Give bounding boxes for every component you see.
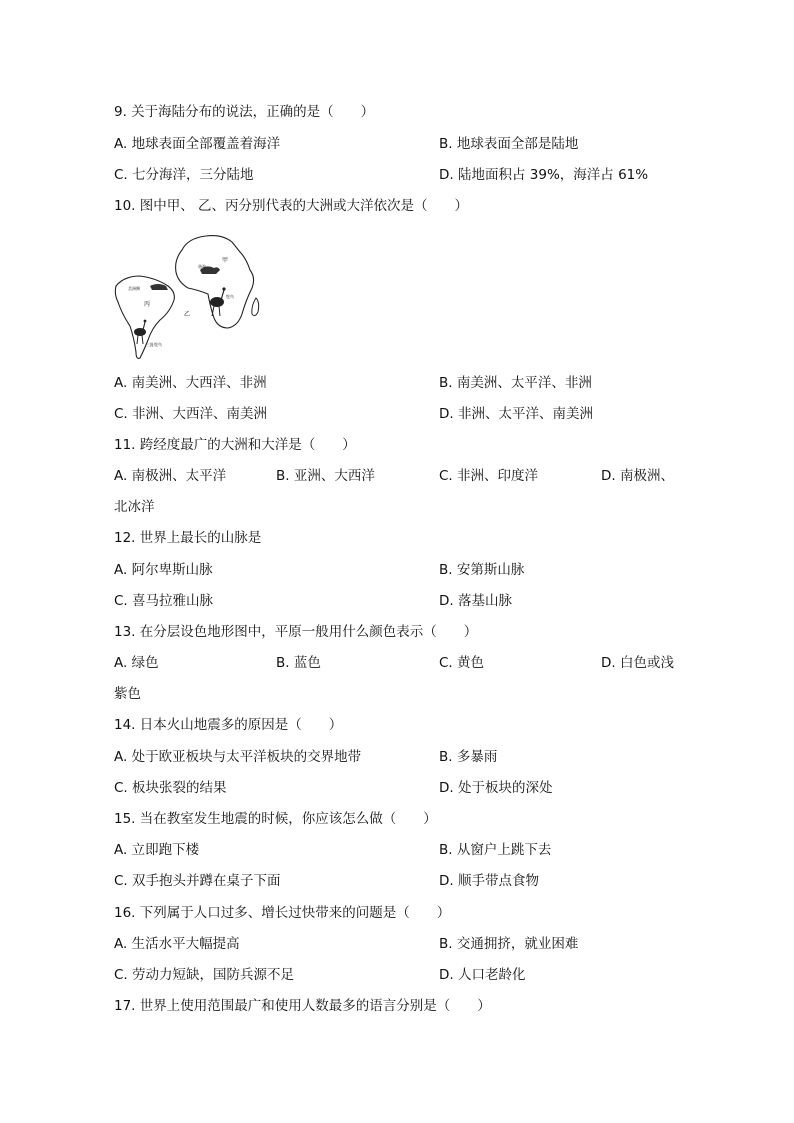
- option-text: 南美洲、太平洋、非洲: [456, 375, 592, 391]
- option-text: 非洲、大西洋、南美洲: [132, 406, 268, 422]
- option-text: 喜马拉雅山脉: [132, 593, 214, 609]
- q13-option-c[interactable]: [439, 654, 484, 672]
- map-label-puma: 美洲狮: [128, 286, 140, 291]
- option-text: 安第斯山脉: [456, 562, 525, 578]
- option-text: 绿色: [131, 655, 159, 671]
- option-label: B.: [439, 936, 453, 952]
- option-label: B.: [439, 562, 453, 578]
- option-label: B.: [439, 136, 453, 152]
- option-text: 板块张裂的结果: [132, 780, 227, 796]
- q15-option-b[interactable]: [439, 841, 551, 859]
- option-text: 交通拥挤，就业困难: [456, 936, 579, 952]
- option-text: 生活水平大幅提高: [131, 936, 240, 952]
- q11-option-d[interactable]: [601, 467, 674, 485]
- question-16: 16. 下列属于人口过多、增长过快带来的问题是（ ）: [114, 905, 451, 921]
- option-text: 处于欧亚板块与太平洋板块的交界地带: [131, 749, 362, 765]
- option-label: A.: [114, 468, 128, 484]
- continent-map-figure: [110, 228, 270, 363]
- option-label: B.: [276, 655, 290, 671]
- option-label: D.: [439, 873, 454, 889]
- q12-option-c[interactable]: [114, 592, 213, 610]
- madagascar-shape: [252, 298, 259, 316]
- question-13: 13. 在分层设色地形图中，平原一般用什么颜色表示（ ）: [114, 624, 478, 640]
- option-label: C.: [114, 873, 128, 889]
- q16-option-c[interactable]: [114, 966, 294, 984]
- option-label: C.: [439, 468, 453, 484]
- q11-option-b[interactable]: [276, 467, 375, 485]
- option-label: D.: [601, 468, 616, 484]
- option-text: 地球表面全部覆盖着海洋: [131, 136, 281, 152]
- option-label: B.: [439, 842, 453, 858]
- option-text: 非洲、印度洋: [457, 468, 539, 484]
- q9-option-c[interactable]: [114, 166, 254, 184]
- option-text: 多暴雨: [456, 749, 498, 765]
- option-label: A.: [114, 749, 128, 765]
- q10-option-a[interactable]: [114, 374, 267, 392]
- option-label: D.: [439, 780, 454, 796]
- option-text: 七分海洋，三分陆地: [132, 167, 254, 183]
- q10-option-d[interactable]: [439, 405, 593, 423]
- option-label: A.: [114, 655, 128, 671]
- option-label: A.: [114, 136, 128, 152]
- option-text: 南极洲、太平洋: [131, 468, 227, 484]
- option-text: 亚洲、大西洋: [293, 468, 375, 484]
- option-text: 人口老龄化: [457, 967, 526, 983]
- q15-option-a[interactable]: [114, 841, 199, 859]
- option-label: C.: [114, 780, 128, 796]
- question-9: 9. 关于海陆分布的说法，正确的是（ ）: [114, 104, 375, 120]
- q13-option-a[interactable]: [114, 654, 159, 672]
- q12-option-a[interactable]: [114, 561, 213, 579]
- option-text: 处于板块的深处: [457, 780, 553, 796]
- q14-option-b[interactable]: [439, 748, 497, 766]
- option-text: 南极洲、: [619, 468, 674, 484]
- map-svg: [110, 228, 270, 363]
- option-label: C.: [114, 406, 128, 422]
- option-label: D.: [439, 593, 454, 609]
- q13-option-b[interactable]: [276, 654, 321, 672]
- option-label: A.: [114, 936, 128, 952]
- option-label: D.: [439, 967, 454, 983]
- option-text: 陆地面积占 39%，海洋占 61%: [457, 167, 649, 183]
- question-11: 11. 跨经度最广的大洲和大洋是（ ）: [114, 437, 356, 453]
- map-label-yi: 乙: [184, 311, 191, 318]
- option-text: 白色或浅: [619, 655, 674, 671]
- map-label-jia: 甲: [222, 257, 229, 264]
- option-label: D.: [601, 655, 616, 671]
- option-label: B.: [439, 749, 453, 765]
- map-label-rhea: 三趾鸵鸟: [146, 342, 162, 347]
- option-label: C.: [439, 655, 453, 671]
- question-10: 10. 图中甲、 乙、丙分别代表的大洲或大洋依次是（ ）: [114, 198, 469, 214]
- option-text: 从窗户上跳下去: [456, 842, 552, 858]
- q16-option-b[interactable]: [439, 935, 578, 953]
- option-text: 蓝色: [293, 655, 321, 671]
- q14-option-c[interactable]: [114, 779, 227, 797]
- option-label: D.: [439, 167, 454, 183]
- option-text: 非洲、太平洋、南美洲: [457, 406, 593, 422]
- q12-option-b[interactable]: [439, 561, 524, 579]
- question-14: 14. 日本火山地震多的原因是（ ）: [114, 717, 343, 733]
- q14-option-a[interactable]: [114, 748, 361, 766]
- q9-option-b[interactable]: [439, 135, 578, 153]
- map-label-ostrich: 鸵鸟: [226, 294, 234, 299]
- q14-option-d[interactable]: [439, 779, 552, 797]
- q15-option-d[interactable]: [439, 872, 539, 890]
- option-label: A.: [114, 842, 128, 858]
- option-text: 地球表面全部是陆地: [456, 136, 579, 152]
- q16-option-a[interactable]: [114, 935, 240, 953]
- question-12: 12. 世界上最长的山脉是: [114, 530, 262, 546]
- option-label: C.: [114, 167, 128, 183]
- q15-option-c[interactable]: [114, 872, 281, 890]
- q11-option-a[interactable]: [114, 467, 226, 485]
- option-label: C.: [114, 593, 128, 609]
- q13-option-d-continuation: 紫色: [114, 686, 141, 702]
- q13-option-d[interactable]: [601, 654, 674, 672]
- option-text: 黄色: [457, 655, 485, 671]
- option-label: B.: [439, 375, 453, 391]
- option-text: 顺手带点食物: [457, 873, 539, 889]
- q16-option-d[interactable]: [439, 966, 525, 984]
- q9-option-a[interactable]: [114, 135, 280, 153]
- option-label: B.: [276, 468, 290, 484]
- option-text: 双手抱头并蹲在桌子下面: [132, 873, 281, 889]
- q11-option-c[interactable]: [439, 467, 538, 485]
- q10-option-c[interactable]: [114, 405, 267, 423]
- question-17: 17. 世界上使用范围最广和使用人数最多的语言分别是（ ）: [114, 998, 491, 1014]
- option-text: 立即跑下楼: [131, 842, 200, 858]
- option-text: 阿尔卑斯山脉: [131, 562, 213, 578]
- q11-option-d-continuation: 北冰洋: [114, 499, 155, 515]
- q12-option-d[interactable]: [439, 592, 512, 610]
- map-label-bing: 丙: [144, 301, 151, 308]
- option-text: 劳动力短缺，国防兵源不足: [132, 967, 295, 983]
- map-label-camel: 骆驼: [198, 264, 206, 269]
- option-text: 落基山脉: [457, 593, 512, 609]
- q9-option-d[interactable]: [439, 166, 648, 184]
- question-15: 15. 当在教室发生地震的时候，你应该怎么做（ ）: [114, 811, 437, 827]
- q10-option-b[interactable]: [439, 374, 592, 392]
- option-label: A.: [114, 375, 128, 391]
- option-label: D.: [439, 406, 454, 422]
- option-label: A.: [114, 562, 128, 578]
- option-label: C.: [114, 967, 128, 983]
- option-text: 南美洲、大西洋、非洲: [131, 375, 267, 391]
